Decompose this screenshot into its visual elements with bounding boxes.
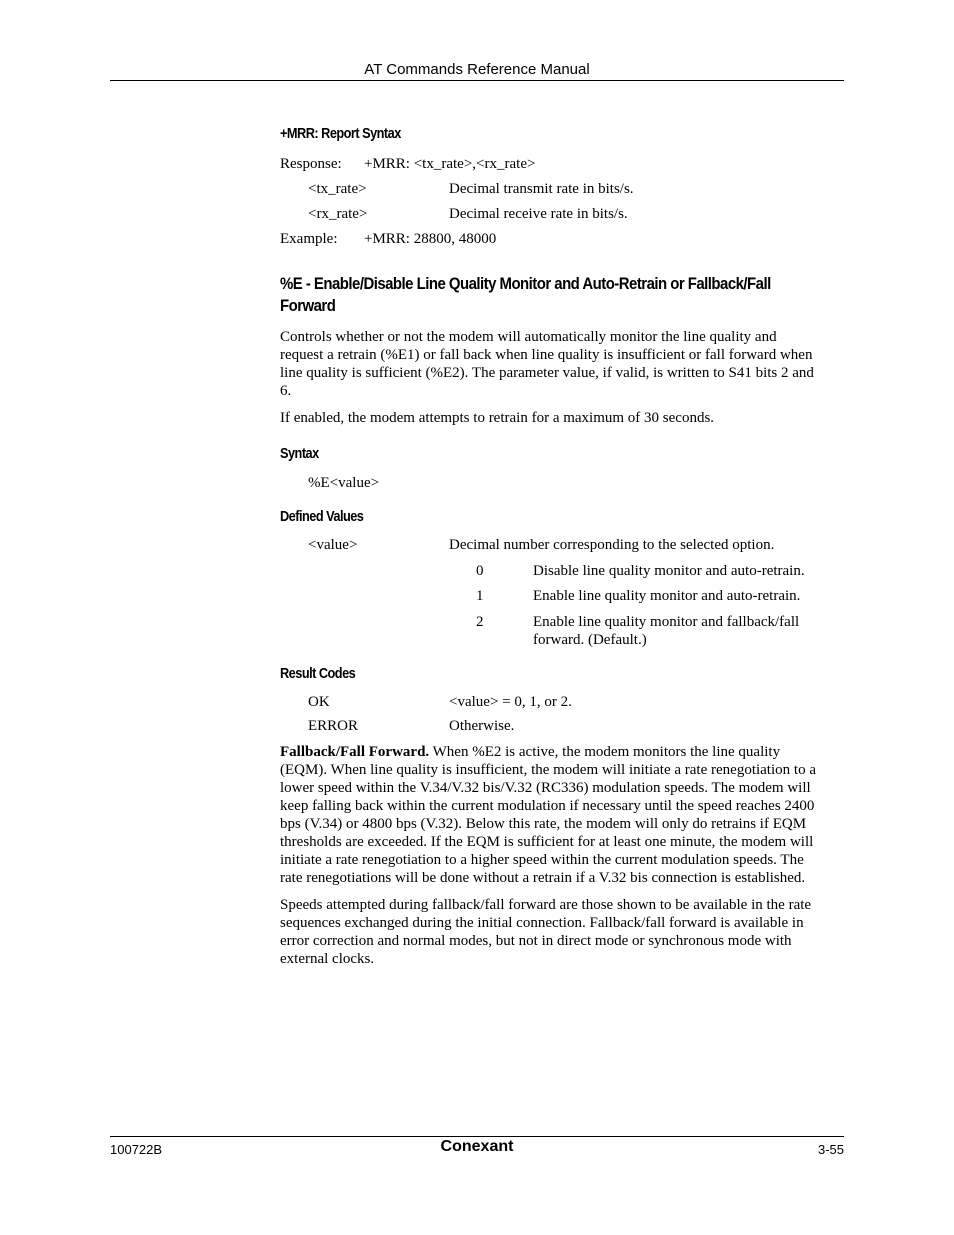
option-number: 1: [476, 588, 484, 604]
option-number: 2: [476, 614, 484, 630]
option-desc: Enable line quality monitor and auto-retrain.: [533, 588, 801, 604]
syntax-heading: Syntax: [280, 446, 319, 462]
intro-paragraph: Controls whether or not the modem will automatically monitor the line quality and request a retrain (%E1) or fall back when line quality is insufficient or fall forward when line quality is sufficient (%E2). The parameter value, if valid, is written to S41 bits 2 and 6.: [280, 329, 814, 399]
section-heading: %E - Enable/Disable Line Quality Monitor and Auto-Retrain or Fallback/Fall: [280, 274, 771, 293]
mrr-example-value: +MRR: 28800, 48000: [364, 231, 497, 247]
param-desc: Decimal receive rate in bits/s.: [449, 206, 628, 222]
value-name: <value>: [308, 537, 358, 553]
result-codes-heading: Result Codes: [280, 666, 356, 682]
header-rule: [110, 80, 844, 81]
enabled-note: If enabled, the modem attempts to retrain for a maximum of 30 seconds.: [280, 410, 715, 426]
option-desc: Enable line quality monitor and fallback/fall forward. (Default.): [533, 614, 800, 648]
company-name: Conexant: [440, 1138, 514, 1155]
result-code: OK: [308, 694, 330, 710]
running-header: AT Commands Reference Manual: [364, 61, 590, 78]
mrr-heading: +MRR: Report Syntax: [280, 126, 401, 142]
footer-rule: [110, 1136, 844, 1137]
mrr-example-label: Example:: [280, 231, 338, 247]
result-code-desc: Otherwise.: [449, 718, 515, 734]
doc-number: 100722B: [110, 1142, 163, 1157]
syntax-value: %E<value>: [308, 475, 380, 491]
result-code: ERROR: [308, 718, 359, 734]
value-desc: Decimal number corresponding to the selected option.: [449, 537, 775, 553]
section-heading-line2: Forward: [280, 296, 336, 315]
param-desc: Decimal transmit rate in bits/s.: [449, 181, 634, 197]
param-name: <tx_rate>: [308, 181, 367, 197]
mrr-response-label: Response:: [280, 156, 342, 172]
page-number: 3-55: [817, 1142, 844, 1157]
speeds-paragraph: Speeds attempted during fallback/fall forward are those shown to be available in the rate sequences exchanged during the initial connection. Fallback/fall forward is available in error correction and normal modes, but not in direct mode or synchronous mode with external clocks.: [280, 897, 812, 967]
option-desc: Disable line quality monitor and auto-retrain.: [533, 563, 805, 579]
defined-values-heading: Defined Values: [280, 509, 364, 525]
fallback-paragraph: Fallback/Fall Forward. When %E2 is active, the modem monitors the line quality (EQM). When line quality is insufficient, the modem will initiate a rate renegotiation to a lower speed within the V.34/V.32 bis/V.32 (RC336) modulation speeds. The modem will keep falling back within the current modulation if necessary until the speed reaches 2400 bps (V.34) or 4800 bps (V.32). Below this rate, the modem will only do retrains if EQM thresholds are exceeded. If the EQM is sufficient for at least one minute, the modem will initiate a rate renegotiation to a higher speed within the current modulation speeds. The rate renegotiations will be done without a retrain if a V.32 bis connection is established.: [280, 744, 816, 886]
mrr-response-value: +MRR: <tx_rate>,<rx_rate>: [364, 156, 536, 172]
result-code-desc: <value> = 0, 1, or 2.: [449, 694, 572, 710]
param-name: <rx_rate>: [308, 206, 368, 222]
option-number: 0: [476, 563, 484, 579]
